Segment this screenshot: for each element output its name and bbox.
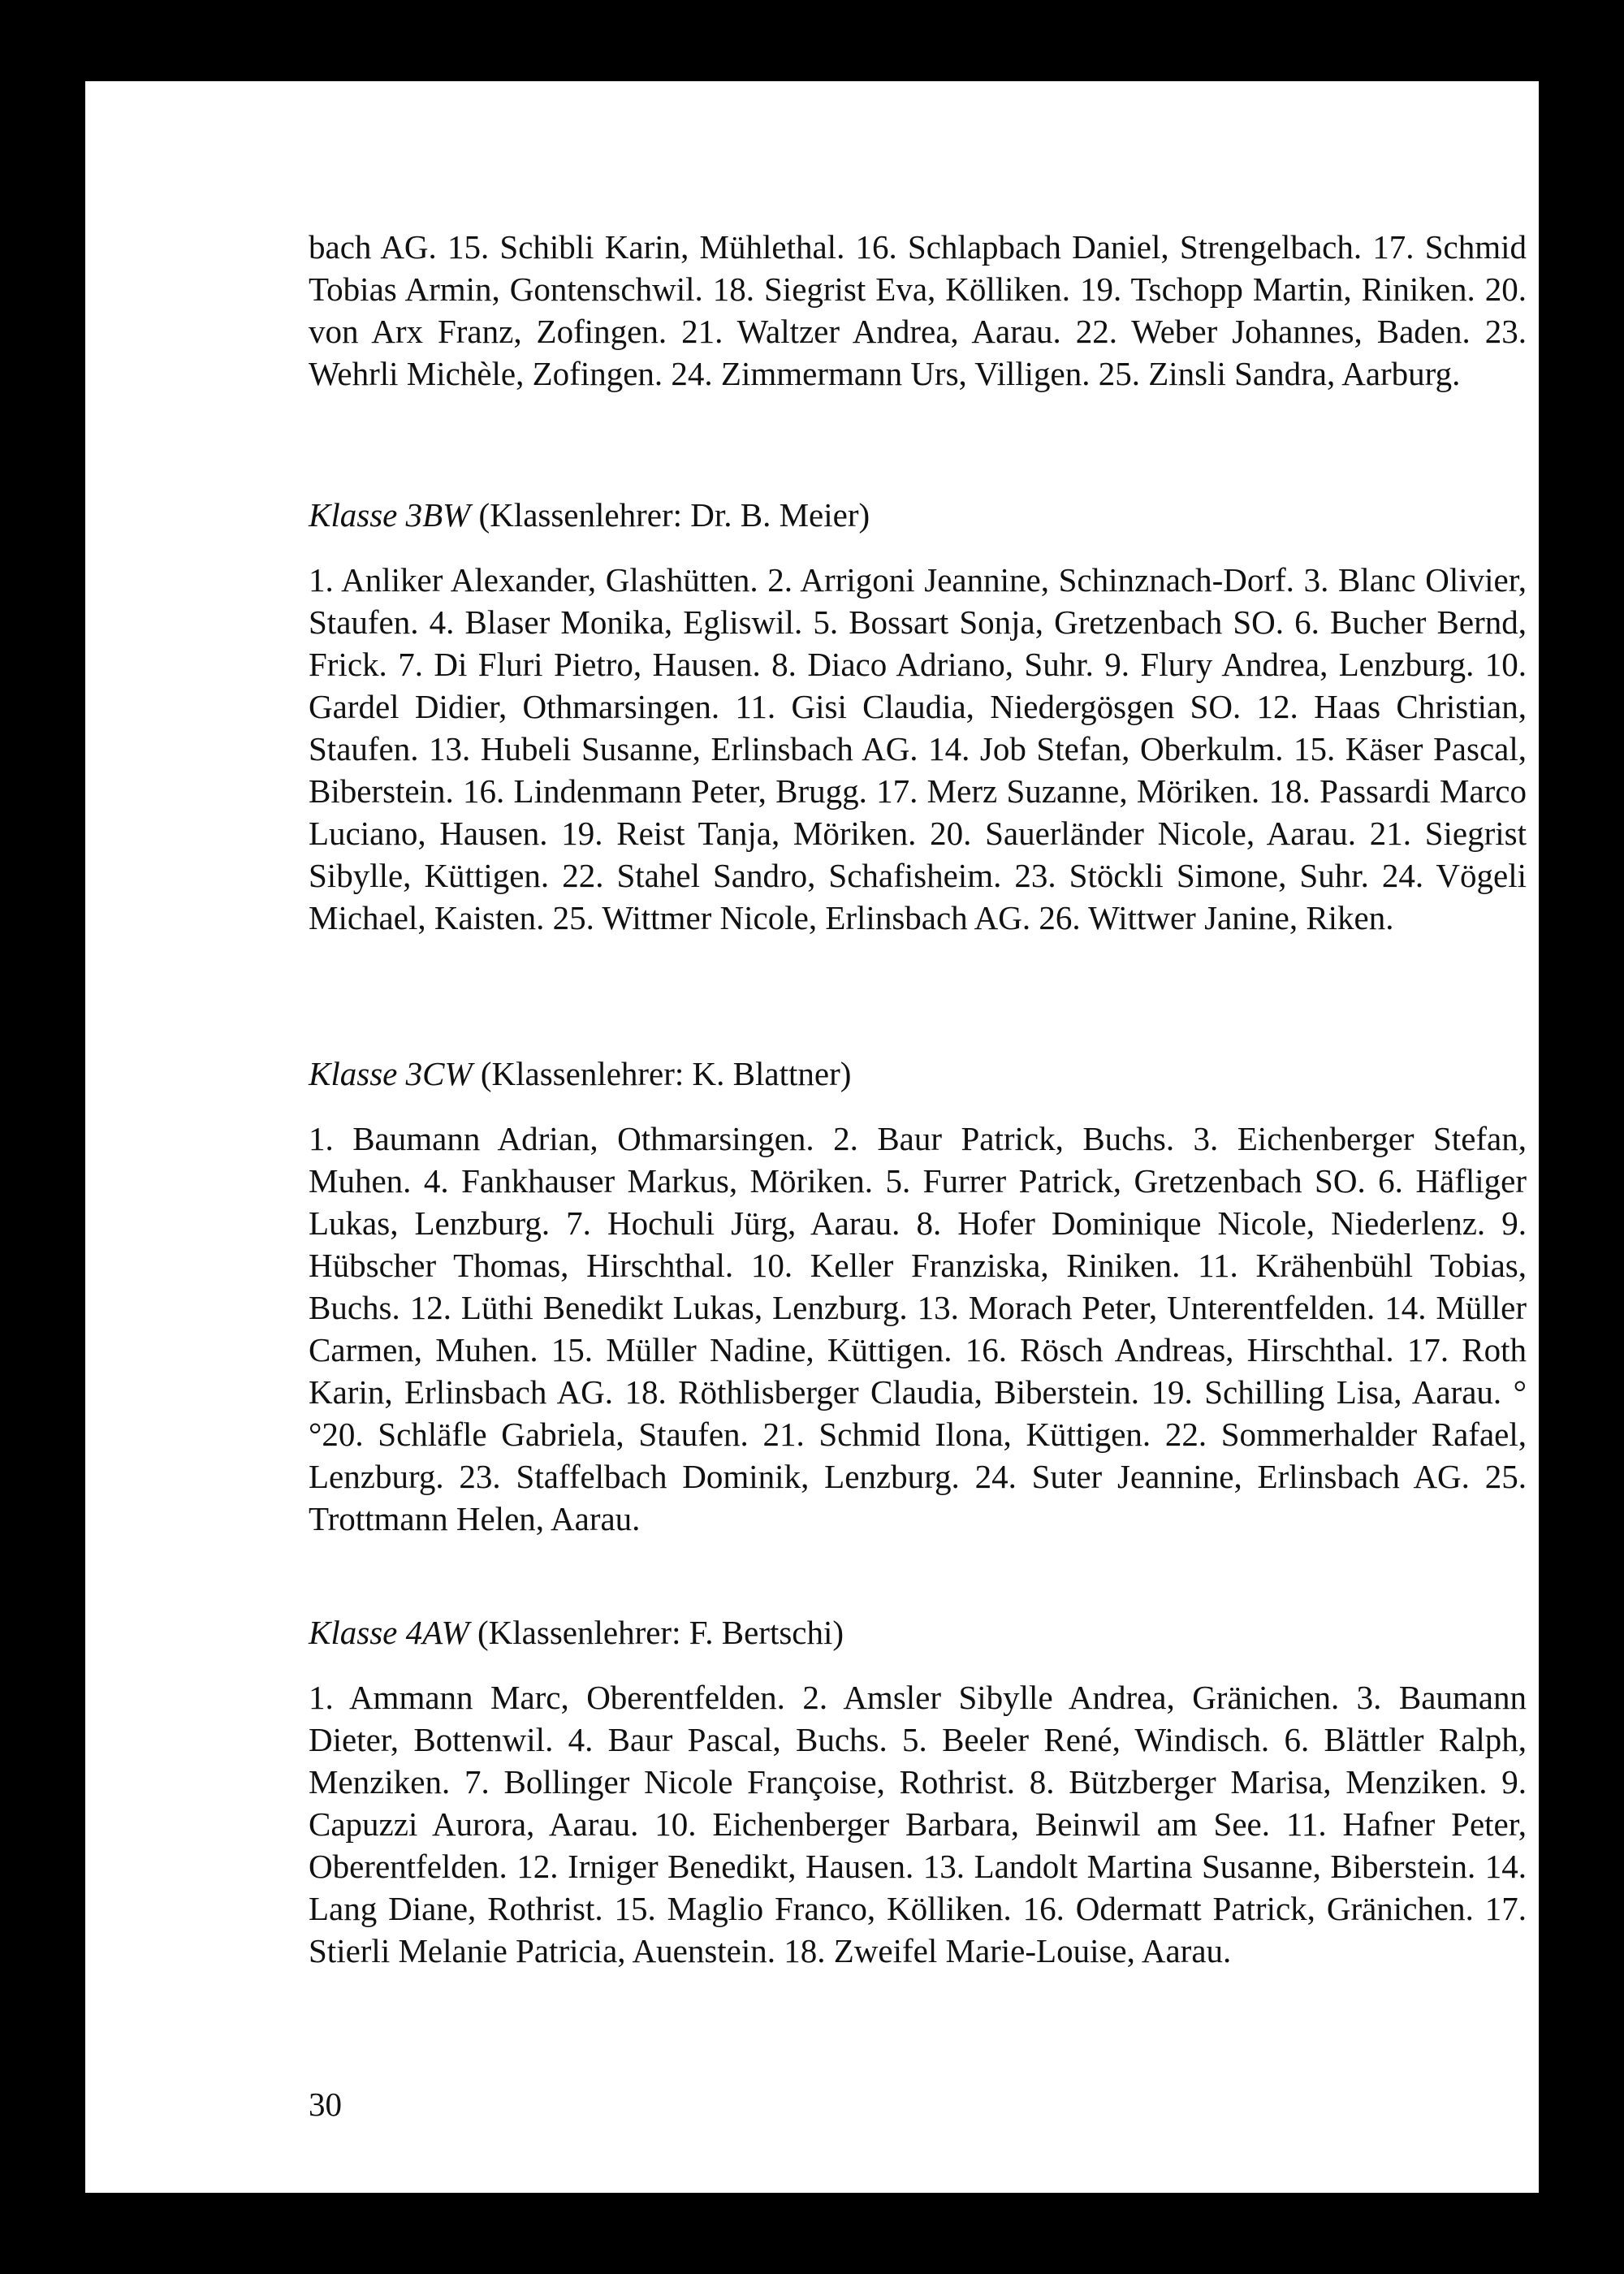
- section-4aw-heading-block: [309, 1611, 1527, 1654]
- section-heading: [309, 1053, 1527, 1095]
- section-heading: [309, 494, 1527, 536]
- opening-paragraph-block: [309, 226, 1527, 395]
- section-4aw-list-block: [309, 1676, 1527, 1972]
- page-number: 30: [309, 2086, 342, 2123]
- student-list: 1. Ammann Marc, Oberentfelden. 2. Amsler Sibylle Andrea, Gränichen. 3. Baumann Dieter, Bottenwil. 4. Baur Pascal, Buchs. 5. Beeler René, Windisch. 6. Blättler Ralph, Menziken. 7. Bollinger Nicole Françoise, Rothrist. 8. Bützberger Marisa, Menziken. 9. Capuzzi Aurora, Aarau. 10. Eichenberger Barbara, Beinwil am See. 11. Hafner Peter, Oberentfelden. 12. Irniger Benedikt, Hausen. 13. Landolt Martina Susanne, Biberstein. 14. Lang Diane, Rothrist. 15. Maglio Franco, Kölliken. 16. Odermatt Patrick, Gränichen. 17. Stierli Melanie Patricia, Auenstein. 18. Zweifel Marie-Louise, Aarau.: [309, 1679, 1527, 1969]
- class-teacher: (Klassenlehrer: F. Bertschi): [477, 1614, 844, 1651]
- opening-paragraph: bach AG. 15. Schibli Karin, Mühlethal. 16. Schlapbach Daniel, Strengelbach. 17. Schmid Tobias Armin, Gontenschwil. 18. Siegrist Eva, Kölliken. 19. Tschopp Martin, Riniken. 20. von Arx Franz, Zofingen. 21. Waltzer Andrea, Aarau. 22. Weber Johannes, Baden. 23. Wehrli Michèle, Zofingen. 24. Zimmermann Urs, Villigen. 25. Zinsli Sandra, Aarburg.: [309, 228, 1527, 392]
- section-3bw-list-block: [309, 559, 1527, 939]
- document-page: [85, 81, 1539, 2193]
- section-3cw-heading-block: [309, 1053, 1527, 1095]
- class-name: Klasse 3BW: [309, 496, 471, 534]
- section-3bw-heading-block: [309, 494, 1527, 536]
- student-list: 1. Baumann Adrian, Othmarsingen. 2. Baur Patrick, Buchs. 3. Eichenberger Stefan, Muhen. 4. Fankhauser Markus, Möriken. 5. Furrer Patrick, Gretzenbach SO. 6. Häfliger Lukas, Lenzburg. 7. Hochuli Jürg, Aarau. 8. Hofer Dominique Nicole, Niederlenz. 9. Hübscher Thomas, Hirschthal. 10. Keller Franziska, Riniken. 11. Krähenbühl Tobias, Buchs. 12. Lüthi Benedikt Lukas, Lenzburg. 13. Morach Peter, Unterentfelden. 14. Müller Carmen, Muhen. 15. Müller Nadine, Küttigen. 16. Rösch Andreas, Hirschthal. 17. Roth Karin, Erlinsbach AG. 18. Röthlisberger Claudia, Biberstein. 19. Schilling Lisa, Aarau. °°20. Schläfle Gabriela, Staufen. 21. Schmid Ilona, Küttigen. 22. Sommerhalder Rafael, Lenzburg. 23. Staffelbach Dominik, Lenzburg. 24. Suter Jeannine, Erlinsbach AG. 25. Trottmann Helen, Aarau.: [309, 1120, 1527, 1537]
- class-name: Klasse 4AW: [309, 1614, 469, 1651]
- student-list: 1. Anliker Alexander, Glashütten. 2. Arrigoni Jeannine, Schinznach-Dorf. 3. Blanc Olivier, Staufen. 4. Blaser Monika, Egliswil. 5. Bossart Sonja, Gretzenbach SO. 6. Bucher Bernd, Frick. 7. Di Fluri Pietro, Hausen. 8. Diaco Adriano, Suhr. 9. Flury Andrea, Lenzburg. 10. Gardel Didier, Othmarsingen. 11. Gisi Claudia, Niedergösgen SO. 12. Haas Christian, Staufen. 13. Hubeli Susanne, Erlinsbach AG. 14. Job Stefan, Oberkulm. 15. Käser Pascal, Biberstein. 16. Lindenmann Peter, Brugg. 17. Merz Suzanne, Möriken. 18. Passardi Marco Luciano, Hausen. 19. Reist Tanja, Möriken. 20. Sauerländer Nicole, Aarau. 21. Siegrist Sibylle, Küttigen. 22. Stahel Sandro, Schafisheim. 23. Stöckli Simone, Suhr. 24. Vögeli Michael, Kaisten. 25. Wittmer Nicole, Erlinsbach AG. 26. Wittwer Janine, Riken.: [309, 561, 1527, 936]
- class-teacher: (Klassenlehrer: K. Blattner): [480, 1055, 852, 1092]
- class-name: Klasse 3CW: [309, 1055, 473, 1092]
- section-3cw-list-block: [309, 1118, 1527, 1540]
- class-teacher: (Klassenlehrer: Dr. B. Meier): [478, 496, 870, 534]
- section-heading: [309, 1611, 1527, 1654]
